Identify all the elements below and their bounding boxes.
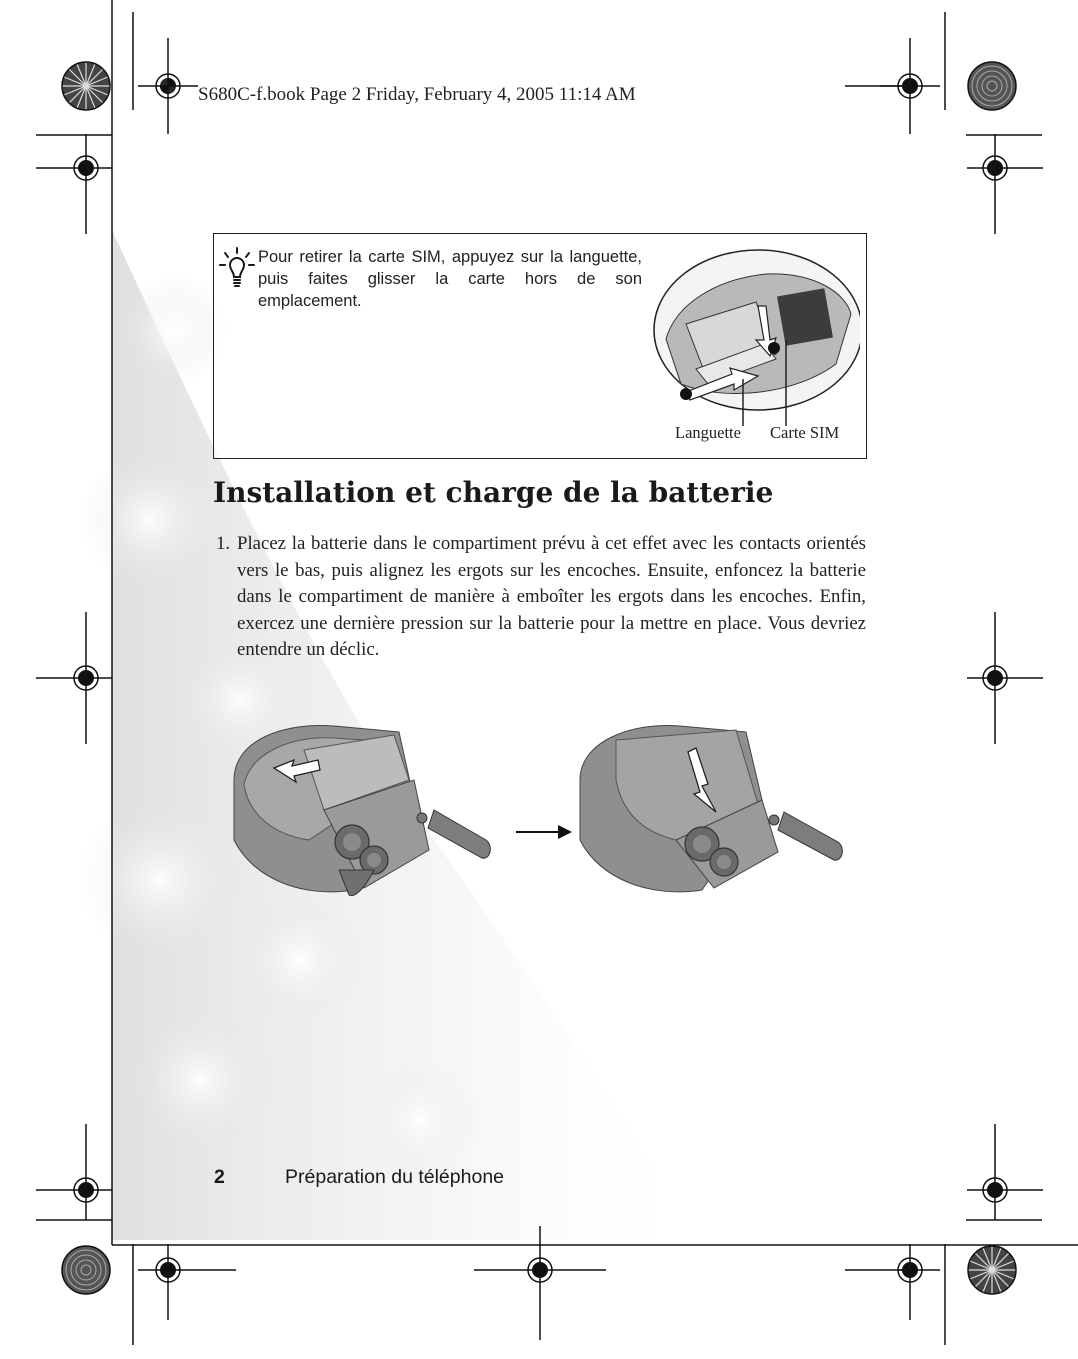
step-number: 1. xyxy=(216,533,231,554)
tip-text: Pour retirer la carte SIM, appuyez sur la languette, puis faites glisser la carte hors de son emplacement. xyxy=(258,248,642,310)
section-title: Installation et charge de la batterie xyxy=(213,476,774,509)
phone-battery-open-illustration xyxy=(214,720,504,900)
page-number: 2 xyxy=(214,1166,225,1188)
step-1 xyxy=(216,531,866,664)
lightbulb-icon xyxy=(219,246,255,296)
chapter-title: Préparation du téléphone xyxy=(285,1166,505,1188)
step-text: Placez la batterie dans le compartiment prévu à cet effet avec les contacts orientés vers le bas, puis alignez les ergots sur les encoches. Ensuite, enfoncez la batterie dans le compartiment de manière à emboîter les ergots dans les encoches. Enfin, exercez une dernière pression sur la batterie pour la mettre en place. Vous devriez entendre un déclic. xyxy=(237,533,866,660)
right-arrow-icon xyxy=(514,822,574,842)
sim-card-illustration xyxy=(646,244,860,426)
caption-carte-sim: Carte SIM xyxy=(770,423,840,442)
tip-box xyxy=(213,233,867,459)
phone-battery-closed-illustration xyxy=(576,720,866,900)
print-header: S680C-f.book Page 2 Friday, February 4, 2005 11:14 AM xyxy=(198,84,636,105)
caption-languette: Languette xyxy=(675,423,741,442)
